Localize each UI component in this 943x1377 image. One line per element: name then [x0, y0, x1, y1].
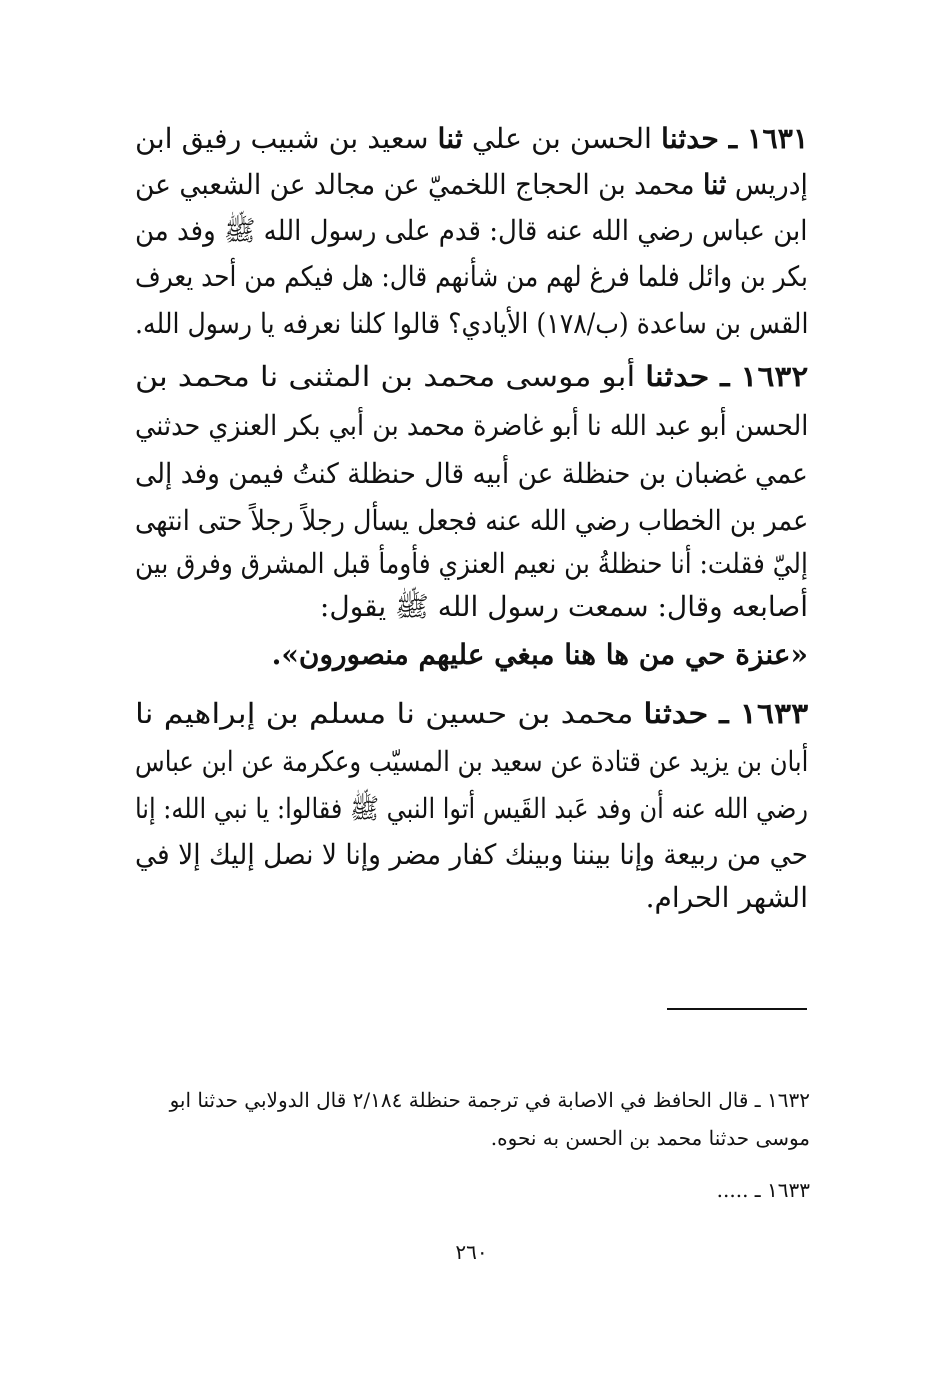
- text-span: أبان بن يزيد عن قتادة عن سعيد بن المسيّب وعكرمة عن ابن عباس: [134, 745, 808, 778]
- hadith-1632-line-6: [319, 590, 808, 623]
- text-span: أبو موسى محمد بن المثنى نا محمد بن: [134, 360, 645, 393]
- text-span: الحسن بن علي: [462, 122, 661, 155]
- hadith-1633-line-3: [135, 792, 808, 825]
- text-span: بكر بن وائل فلما فرغ لهم من شأنهم قال: هل فيكم من أحد يعرف: [135, 260, 808, 293]
- footnote-1633: ١٦٣٣ ـ .....: [716, 1178, 810, 1202]
- hadith-1631-line-4: [135, 260, 808, 293]
- hadith-1632-line-5: [135, 547, 808, 580]
- text-span: محمد بن حسين نا مسلم بن إبراهيم نا: [134, 697, 644, 730]
- bold-text: ١٦٣٣ ـ حدثنا: [643, 697, 808, 730]
- hadith-1633-line-1: [134, 697, 808, 730]
- hadith-1631-line-1: [134, 122, 808, 155]
- text-span: ابن عباس رضي الله عنه قال: قدم على رسول الله ﷺ وفد من: [135, 214, 808, 247]
- text-span: الشهر الحرام.: [645, 881, 808, 914]
- text-span: حي من ربيعة وإنا بيننا وبينك كفار مضر وإنا لا نصل إليك إلا في: [134, 838, 808, 871]
- hadith-1632-line-3: [135, 457, 808, 490]
- hadith-1633-line-5: [645, 881, 808, 914]
- text-span: عمي غضبان بن حنظلة عن أبيه قال حنظلة كنتُ فيمن وفد إلى: [135, 457, 808, 490]
- hadith-1633-line-2: [134, 745, 808, 778]
- text-span: إليّ فقلت: أنا حنظلةُ بن نعيم العنزي فأومأ قبل المشرق وفرق بين: [135, 547, 808, 580]
- text-span: سعيد بن شبيب رفيق ابن: [134, 122, 438, 155]
- text-span: الحسن أبو عبد الله نا أبو غاضرة محمد بن أبي بكر العنزي حدثني: [134, 409, 808, 442]
- page-number: ٢٦٠: [455, 1240, 488, 1264]
- bold-text: ١٦٣٢ ـ حدثنا: [644, 360, 808, 393]
- bold-text: ثنا: [437, 122, 463, 155]
- hadith-1632-line-1: [134, 360, 808, 393]
- text-span: عمر بن الخطاب رضي الله عنه فجعل يسأل رجلاً رجلاً حتى انتهى: [134, 504, 808, 537]
- hadith-1633-line-4: [134, 838, 808, 871]
- text-span: إدريس: [726, 168, 808, 201]
- hadith-1631-line-3: [135, 214, 808, 247]
- text-span: رضي الله عنه أن وفد عَبد القَيس أتوا النبي ﷺ فقالوا: يا نبي الله: إنا: [135, 792, 808, 825]
- footnote-1632-line-2: موسى حدثنا محمد بن الحسن به نحوه.: [490, 1126, 810, 1150]
- hadith-1632-line-4: [134, 504, 808, 537]
- hadith-1632-line-2: [134, 409, 808, 442]
- hadith-1631-line-5: [134, 307, 808, 340]
- text-span: أصابعه وقال: سمعت رسول الله ﷺ يقول:: [319, 590, 808, 623]
- hadith-1632-line-7: [271, 638, 808, 671]
- text-span: القس بن ساعدة (ب/١٧٨) الأيادي؟ قالوا كلنا نعرفه يا رسول الله.: [134, 307, 808, 340]
- bold-text: ١٦٣١ ـ حدثنا: [660, 122, 808, 155]
- hadith-1631-line-2: [135, 168, 808, 201]
- footnote-separator: [667, 1008, 807, 1010]
- bold-text: «عنزة حي من ها هنا مبغي عليهم منصورون».: [271, 638, 808, 671]
- footnote-1632-line-1: ١٦٣٢ ـ قال الحافظ في الاصابة في ترجمة حنظلة ٢/١٨٤ قال الدولابي حدثنا ابو: [169, 1088, 810, 1112]
- bold-text: ثنا: [703, 168, 727, 201]
- text-span: محمد بن الحجاج اللخميّ عن مجالد عن الشعبي عن: [135, 168, 704, 201]
